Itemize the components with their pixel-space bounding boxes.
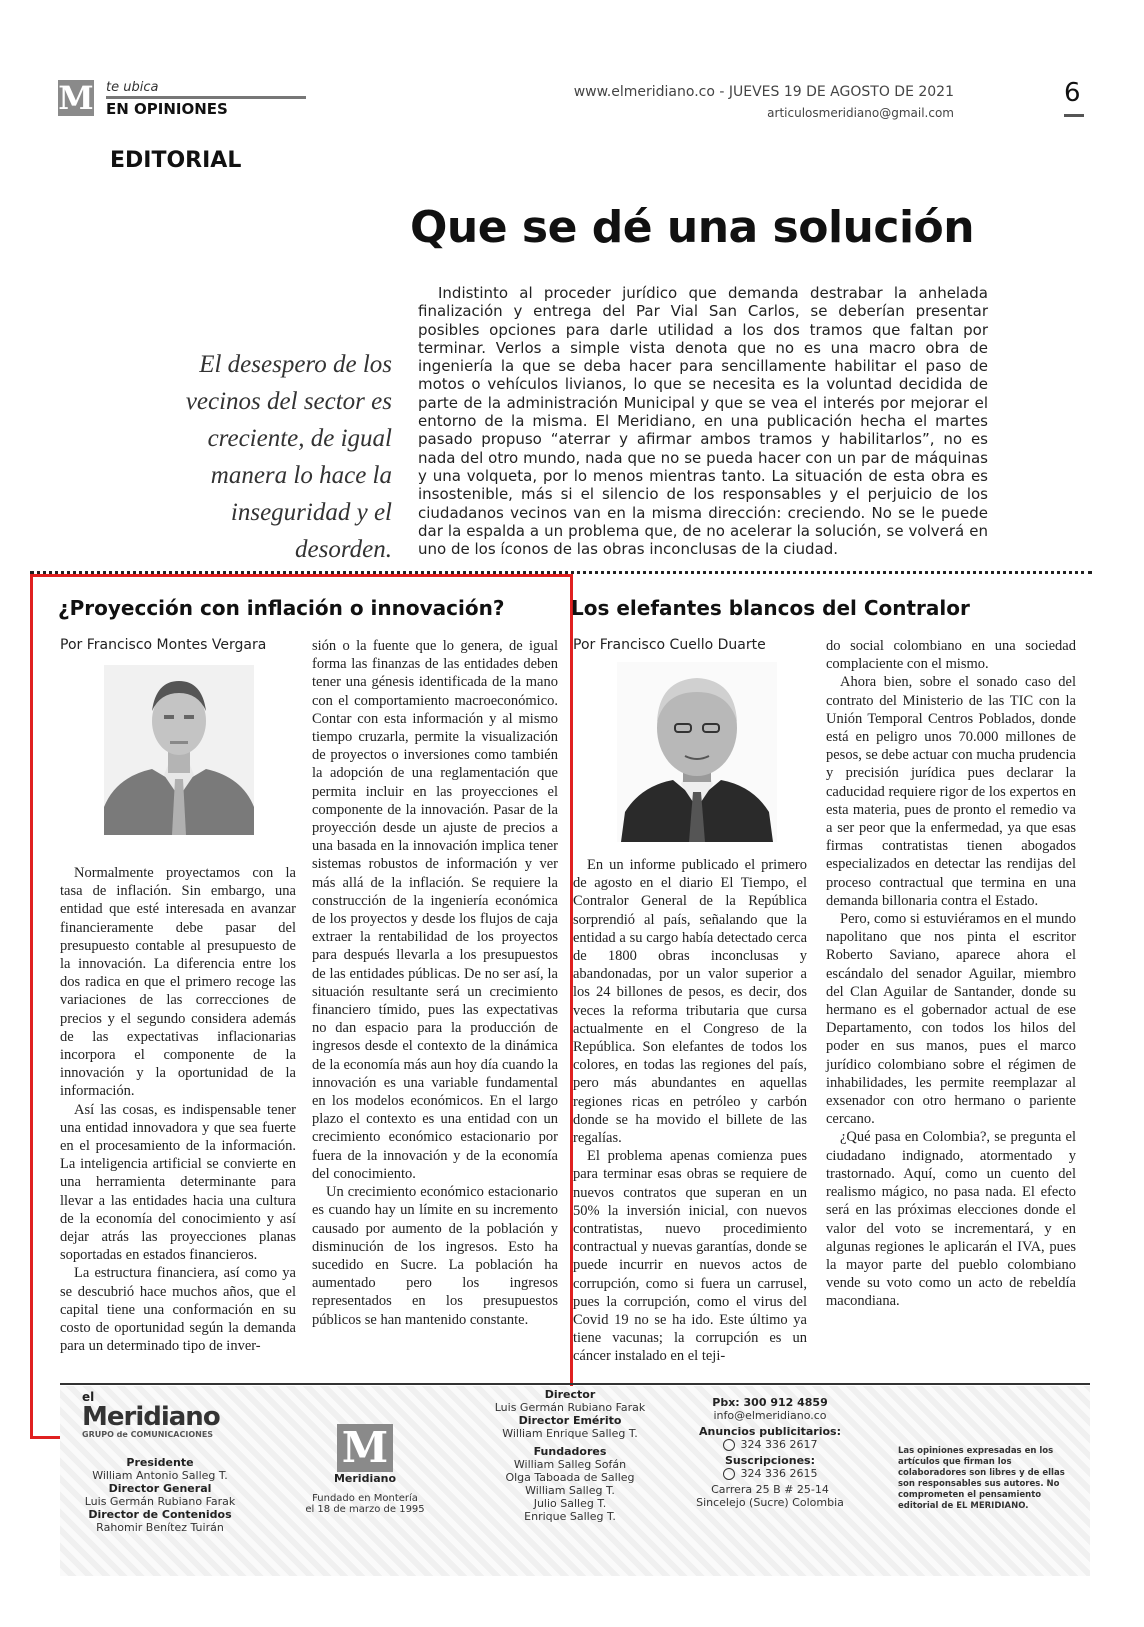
subscriptions-phone [680, 1467, 860, 1480]
article-column-1 [573, 856, 807, 1366]
author-portrait-image [617, 662, 777, 842]
meridiano-logo: M [58, 79, 94, 117]
contact-email: articulosmeridiano@gmail.com [767, 106, 954, 120]
founded-date: el 18 de marzo de 1995 [305, 1504, 425, 1515]
article-byline: Por Francisco Montes Vergara [60, 637, 267, 653]
contact-info [680, 1396, 860, 1509]
editorial-body: Indistinto al proceder jurídico que demanda destrabar la anhelada finalización y entrega del Par Vial San Carlos, se deberían presentar posibles opciones para darle utilidad a los dos tramos que faltan por terminar. Verlos a simple vista denota que no es una macro obra de ingeniería la que se deba hacer para sencillamente habilitar el paso de motos o vehículos livianos, lo que se necesita es la voluntad decidida de parte de la administración Municipal y que se vea el interés por mejorar el entorno de la misma. El Meridiano, en una publicación hecha el martes pasado propuso “aterrar y afirmar ambos tramos y habilitarlos”, no es nada del otro mundo, nada que no se pueda hacer con un par de máquinas y una volqueta, por lo menos mientras tanto. La situación de esta obra es insostenible, más si el silencio de los responsables y el perjuicio de los ciudadanos vecinos van en la misma dirección: creciendo. No se le puede dar la espalda a un problema que, de no acelerar la solución, se volverá en uno de los íconos de las obras inconclusas de la ciudad. [418, 284, 988, 559]
paragraph: sión o la fuente que lo genera, de igual forma las finanzas de las entidades deben tener una génesis identificada de la mano con el comportamiento macroeconómico. Contar con esta información y al mismo tiempo cruzarla, permite la visualización de proyectos o inversiones como también la adopción de una reglamentación que permita incluir en las proyecciones el componente de la innovación. Pasar de la proyección desde un ajuste de precios a una basada en la innovación implica tener sistemas robustos de información y ver más allá de la inflación. Se requiere la construcción de la ingeniería económica de los proyectos y desde los flujos de caja extraer la rentabilidad de los proyectos para después llevarla a los presupuestos de las entidades públicas. De no ser así, la situación resultante será un crecimiento financiero tímido, pues las expectativas no dan espacio para la producción de ingresos desde el contexto de la dinámica de la economía más aun hoy día cuando la innovación es una variable fundamental en los modelos económicos. En el largo plazo el contexto es una entidad con un crecimiento económico estacionario por fuera de la innovación y de la economía del conocimiento. [312, 638, 558, 1182]
subscriptions-label: Suscripciones: [725, 1454, 815, 1467]
pull-quote: El desespero de los vecinos del sector es creciente, de igual manera lo hace la inseguridad y el desorden. [185, 351, 392, 563]
paragraph: Normalmente proyectamos con la tasa de inflación. Sin embargo, una entidad que esté interesada en avanzar financieramente debe pasar del presupuesto contable al presupuesto de la innovación. La diferencia entre los dos radica en que el primero recoge las variaciones de las correcciones de precios y el segundo considera además de las expectativas inflacionarias incorpora el componente de la innovación y la oportunidad de la información. [60, 865, 296, 1100]
ads-phone-number: 324 336 2617 [740, 1438, 818, 1451]
meridiano-logo: M [337, 1424, 393, 1472]
paragraph: La estructura financiera, así como ya se descubrió hace muchos años, que el capital tiene una conformación en su costo de oportunidad según la demanda para un determinado tipo de inver- [60, 1265, 296, 1355]
founder-name: Olga Taboada de Salleg [505, 1471, 635, 1484]
section-logo [58, 80, 308, 120]
author-portrait-image [104, 665, 254, 835]
credit-label: Director de Contenidos [88, 1508, 232, 1521]
ads-phone [680, 1438, 860, 1451]
ads-label: Anuncios publicitarios: [698, 1425, 842, 1438]
founder-name: William Salleg Sofán [513, 1458, 627, 1471]
paragraph: ¿Qué pasa en Colombia?, se pregunta el ciudadano indignado, atormentado y trastornado. Aquí, como un cuento del realismo mágico, no pasa nada. El efecto será en las próximas elecciones donde el valor del voto se incrementará, y en algunas regiones le aplicarán el IVA, pues la mayor parte del pueblo colombiano vende su voto como un acto de rebeldía macondiana. [826, 1129, 1076, 1310]
credit-label: Director Emérito [518, 1414, 622, 1427]
center-logo [300, 1424, 430, 1515]
credit-label: Director General [108, 1482, 212, 1495]
author-photo [617, 662, 777, 842]
author-photo [104, 665, 254, 835]
site-and-date: www.elmeridiano.co - JUEVES 19 DE AGOSTO DE 2021 [573, 84, 954, 100]
section-tag: EN OPINIONES [106, 100, 228, 118]
paragraph: Ahora bien, sobre el sonado caso del contrato del Ministerio de las TIC con la Unión Temporal Centros Poblados, donde está en peligro unos 70.000 millones de pesos, se debe actuar con mucha prudencia y precisión jurídica pues declarar la caducidad requiere rigor de los expertos en esta materia, pues de pronto el remedio va a ser peor que la enfermedad, ya que esas firmas contratistas tienen abogados especializados en detectar las rendijas del proceso contractual que termina en una demanda billonaria contra el Estado. [826, 674, 1076, 909]
credit-name: Rahomir Benítez Tuirán [96, 1521, 224, 1534]
paragraph: do social colombiano en una sociedad complaciente con el mismo. [826, 638, 1076, 673]
credit-name: Luis Germán Rubiano Farak [84, 1495, 236, 1508]
phone-pbx: Pbx: 300 912 4859 [712, 1396, 828, 1409]
tagline: te ubica [106, 80, 159, 95]
article-title: Los elefantes blancos del Contralor [571, 596, 970, 620]
credit-label: Fundadores [533, 1445, 607, 1458]
editorial-credits [470, 1388, 670, 1523]
article-byline: Por Francisco Cuello Duarte [573, 637, 766, 653]
brand-el: el [82, 1390, 95, 1404]
article-column-1 [60, 864, 296, 1355]
credit-label: Director [544, 1388, 596, 1401]
credit-name: Luis Germán Rubiano Farak [494, 1401, 646, 1414]
logo-name: Meridiano [333, 1472, 397, 1485]
founder-name: Enrique Salleg T. [524, 1510, 616, 1523]
management-credits [60, 1456, 260, 1534]
article-column-2 [826, 637, 1076, 1311]
credit-name: William Antonio Salleg T. [92, 1469, 228, 1482]
paragraph: Así las cosas, es indispensable tener una entidad innovadora y que sea fuerte en el procesamiento de la información. La inteligencia artificial se convierte en una herramienta determinante para llevar a las entidades hacia una cultura de la economía del conocimiento y así dejar atrás las proyecciones planas soportadas en estados financieros. [60, 1101, 296, 1264]
founder-name: Julio Salleg T. [533, 1497, 607, 1510]
editorial-headline: Que se dé una solución [410, 202, 975, 253]
article-title: ¿Proyección con inflación o innovación? [58, 596, 505, 620]
whatsapp-icon [723, 1468, 735, 1480]
article-column-2 [312, 637, 558, 1329]
page-number-rule [1064, 114, 1084, 117]
subscriptions-phone-number: 324 336 2615 [740, 1467, 818, 1480]
logo-divider [106, 96, 306, 99]
masthead-footer [60, 1386, 1090, 1576]
founded-place: Fundado en Montería [312, 1493, 418, 1504]
address: Carrera 25 B # 25-14 [711, 1483, 829, 1496]
brand-group: GRUPO de COMUNICACIONES [82, 1430, 214, 1439]
credit-label: Presidente [126, 1456, 194, 1469]
city: Sincelejo (Sucre) Colombia [696, 1496, 844, 1509]
brand-logo [82, 1390, 252, 1439]
paragraph: El problema apenas comienza pues para terminar esas obras se requiere de nuevos contratos que superan en un 50% la inversión inicial, con nuevos contratistas, nuevo procedimiento contractual y nuevas garantías, donde se puede incurrir en nuevos actos de corrupción, como si fuera un carrusel, pues la corrupción, como el virus del Covid 19 no se ha ido. Este último ya tiene vacunas; la corrupción es un cáncer instalado en el teji- [573, 1148, 807, 1365]
paragraph: Pero, como si estuviéramos en el mundo napolitano que nos pinta el escritor Roberto Saviano, aparece ahora el escándalo del senador Aguilar, miembro del Clan Aguilar de Santander, donde su hermano es el gobernador actual de ese Departamento, con todos los hilos del poder en sus manos, pues el marco jurídico colombiano sobre el régimen de inhabilidades, les permite reemplazar al exsenador con otro hermano o pariente cercano. [826, 911, 1076, 1128]
disclaimer: Las opiniones expresadas en los artículos que firman los colaboradores son libres y de ellas son responsables sus autores. No comprometen el pensamiento editorial de EL MERIDIANO. [898, 1446, 1065, 1511]
info-email[interactable]: info@elmeridiano.co [713, 1409, 827, 1422]
whatsapp-icon [723, 1439, 735, 1451]
founder-name: William Salleg T. [525, 1484, 615, 1497]
footer-rule [60, 1383, 1090, 1385]
credit-name: William Enrique Salleg T. [502, 1427, 638, 1440]
section-label: EDITORIAL [110, 148, 242, 173]
page-number: 6 [1064, 78, 1081, 108]
brand-name: Meridiano [82, 1402, 220, 1432]
paragraph: En un informe publicado el primero de agosto en el diario El Tiempo, el Contralor General de la República sorprendió al país, señalando que la entidad a su cargo había detectado cerca de 1800 obras inconclusas y abandonadas, por un valor superior a los 24 billones de pesos, es decir, dos veces la reforma tributaria que cursa actualmente en el Congreso de la República. Son elefantes de todos los colores, en todas las regiones del país, pero más abundantes en aquellas regiones ricas en petróleo y carbón donde se ha movido el billete de las regalías. [573, 857, 807, 1147]
paragraph: Un crecimiento económico estacionario es cuando hay un límite en su incremento causado por aumento de la población y disminución de los ingresos. Esto ha sucedido en Sucre. La población ha aumentado pero los ingresos representados en los presupuestos públicos se han mantenido constante. [312, 1184, 558, 1328]
